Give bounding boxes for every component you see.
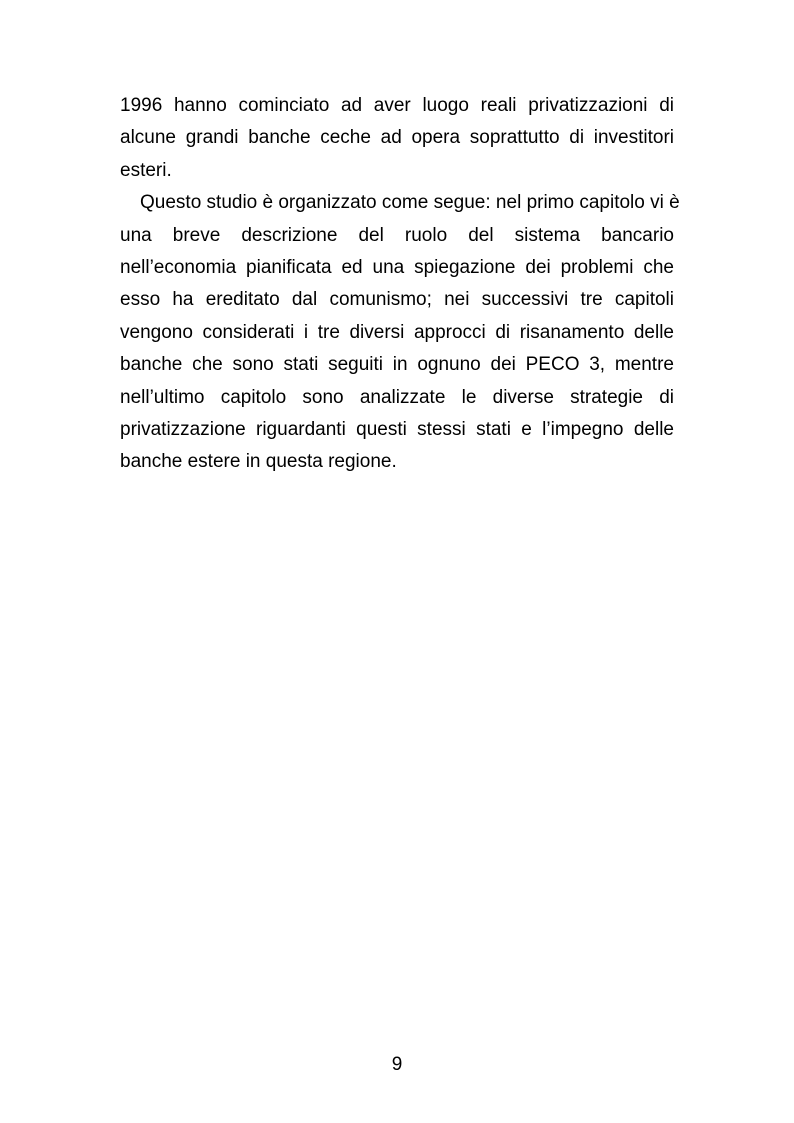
paragraph-line: banche che sono stati seguiti in ognuno dei PECO 3, mentre xyxy=(120,354,674,376)
paragraph-line: Questo studio è organizzato come segue: nel primo capitolo vi è xyxy=(140,192,680,214)
paragraph-line: privatizzazione riguardanti questi stessi stati e l’impegno delle xyxy=(120,418,674,440)
paragraph-line: nell’economia pianificata ed una spiegazione dei problemi che xyxy=(120,256,674,278)
paragraph-line: nell’ultimo capitolo sono analizzate le diverse strategie di xyxy=(120,386,674,408)
paragraph-line: esso ha ereditato dal comunismo; nei successivi tre capitoli xyxy=(120,289,674,311)
paragraph-line: banche estere in questa regione. xyxy=(120,451,397,473)
paragraph-line: vengono considerati i tre diversi approcci di risanamento delle xyxy=(120,321,674,343)
paragraph-1 xyxy=(120,90,674,187)
page-number: 9 xyxy=(391,1054,403,1075)
paragraph-2 xyxy=(120,187,680,479)
paragraph-line: alcune grandi banche ceche ad opera soprattutto di investitori xyxy=(120,127,674,149)
paragraph-line: esteri. xyxy=(120,159,172,181)
body-text xyxy=(120,90,680,479)
paragraph-line: una breve descrizione del ruolo del sistema bancario xyxy=(120,224,674,246)
paragraph-line: 1996 hanno cominciato ad aver luogo reali privatizzazioni di xyxy=(120,95,674,116)
